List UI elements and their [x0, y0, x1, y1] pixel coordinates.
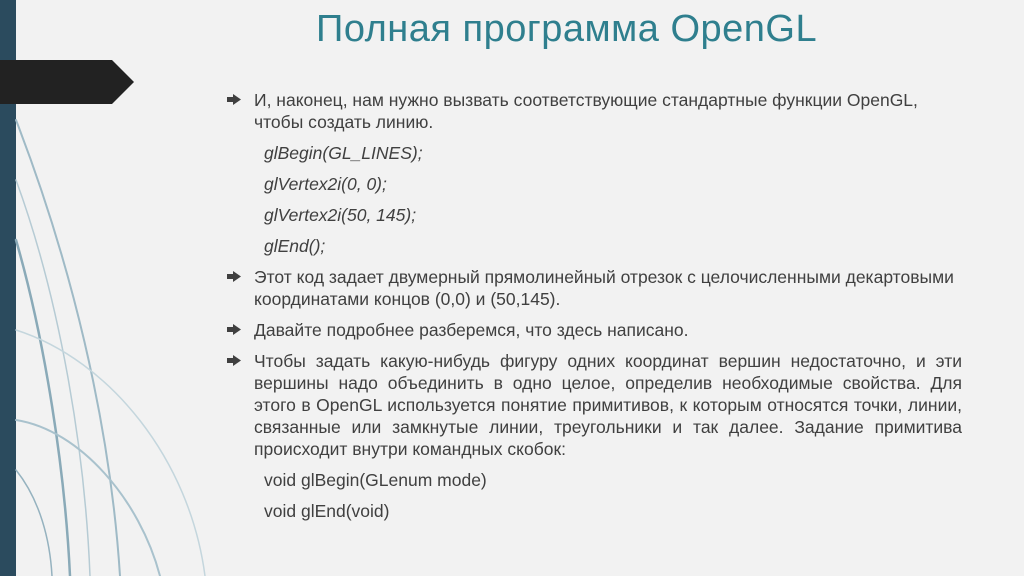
code-line: glBegin(GL_LINES);	[264, 143, 423, 163]
code-line: void glEnd(void)	[264, 501, 390, 521]
code-line: void glBegin(GLenum mode)	[264, 470, 487, 490]
arrow-right-icon	[227, 94, 241, 105]
slide-title: Полная программа OpenGL	[316, 8, 818, 50]
bullet-item	[227, 350, 962, 460]
arrow-right-icon	[227, 271, 241, 282]
title-tab-marker	[0, 60, 134, 104]
code-line: glEnd();	[264, 236, 326, 256]
bullet-text: Этот код задает двумерный прямолинейный отрезок с целочисленными декартовыми координатами концов (0,0) и (50,145).	[254, 267, 954, 309]
bullet-item	[227, 319, 962, 341]
code-line: glVertex2i(0, 0);	[264, 174, 387, 194]
bullet-text: И, наконец, нам нужно вызвать соответствующие стандартные функции OpenGL, чтобы создать линию.	[254, 90, 918, 132]
code-line: glVertex2i(50, 145);	[264, 205, 417, 225]
bullet-item	[227, 266, 962, 310]
bullet-text: Чтобы задать какую-нибудь фигуру одних координат вершин недостаточно, и эти вершины надо объединить в одно целое, определив необходимые свойства. Для этого в OpenGL используется понятие примитивов, к которым относятся точки, линии, связанные или замкнутые линии, треугольники и так далее. Задание примитива происходит внутри командных скобок:	[254, 351, 962, 459]
bullet-item	[227, 89, 962, 133]
bullet-text: Давайте подробнее разберемся, что здесь написано.	[254, 320, 689, 340]
arrow-right-icon	[227, 355, 241, 366]
arrow-right-icon	[227, 324, 241, 335]
slide-content	[227, 89, 962, 531]
